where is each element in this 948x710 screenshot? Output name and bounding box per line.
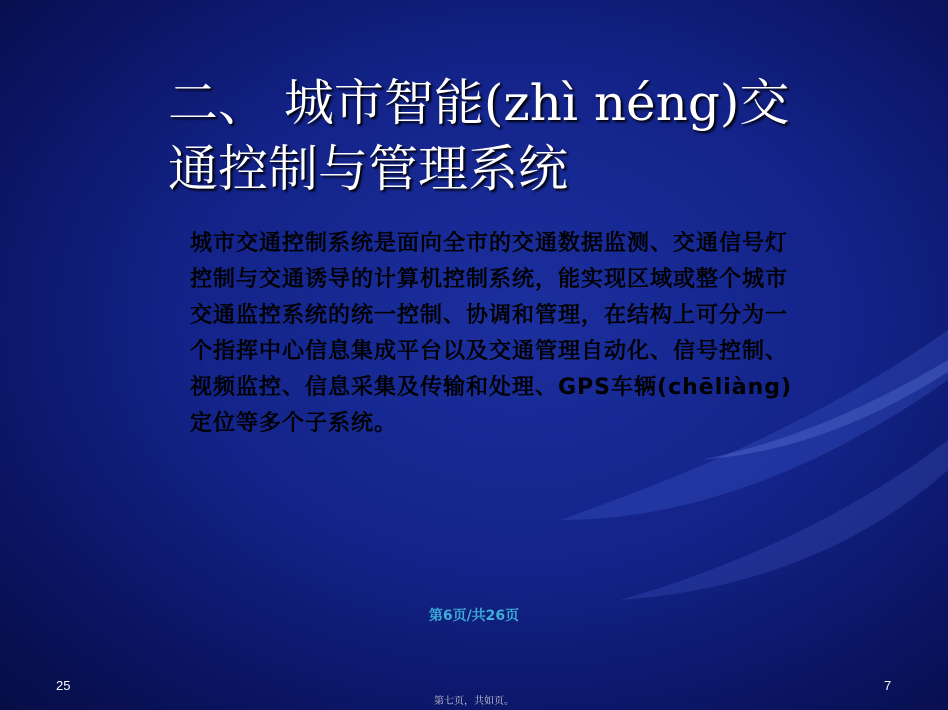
slide-title: 二、 城市智能(zhì néng)交通控制与管理系统 — [168, 74, 790, 198]
slide-number: 7 — [884, 678, 892, 693]
date-placeholder: 25 — [56, 678, 71, 693]
page-marker: 第6页/共26页 — [428, 608, 520, 624]
slide-body-text: 城市交通控制系统是面向全市的交通数据监测、交通信号灯控制与交通诱导的计算机控制系统，能实现区域或整个城市交通监控系统的统一控制、协调和管理，在结构上可分为一个指挥中心信息集成平台以及交通管理自动化、信号控制、视频监控、信息采集及传输和处理、GPS车辆(chēliàng)定位等多个子系统。 — [190, 231, 793, 436]
footer-note: 第七页，共如页。 — [434, 696, 514, 707]
